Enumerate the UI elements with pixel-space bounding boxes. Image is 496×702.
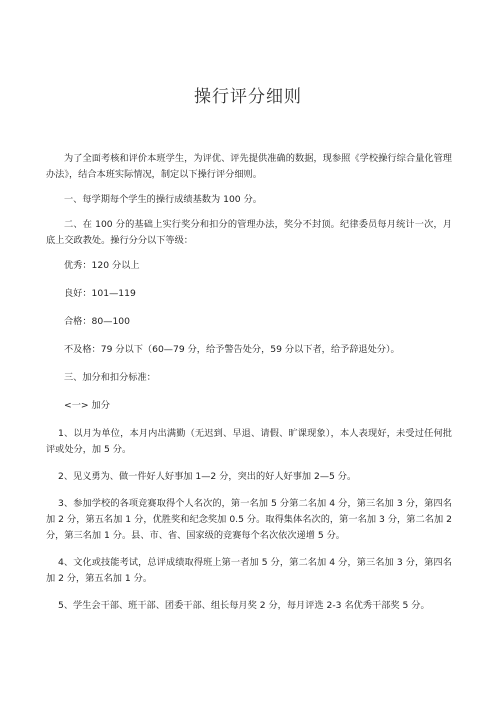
bonus-heading: <一> 加分 bbox=[64, 400, 110, 411]
rule-1-paragraph: 一、每学期每个学生的操行成绩基数为 100 分。 bbox=[64, 194, 262, 205]
bonus-item-2: 2、见义勇为、做一件好人好事加 1—2 分，突出的好人好事加 2—5 分。 bbox=[58, 471, 357, 482]
rule-3-heading: 三、加分和扣分标准： bbox=[64, 372, 156, 383]
rule-2-paragraph: 二、在 100 分的基础上实行奖分和扣分的管理办法，奖分不封顶。纪律委员每月统计一次，月底上交政教处。操行分分以下等级： bbox=[46, 219, 452, 246]
grade-excellent: 优秀：120 分以上 bbox=[64, 260, 140, 271]
grade-pass: 合格：80—100 bbox=[64, 316, 130, 327]
document-body bbox=[46, 151, 452, 625]
grade-fail: 不及格：79 分以下（60—79 分，给予警告处分，59 分以下者，给予辞退处分）。 bbox=[64, 344, 400, 355]
document-title: 操行评分细则 bbox=[194, 87, 302, 107]
bonus-item-4: 4、文化或技能考试，总评成绩取得班上第一者加 5 分，第二名加 4 分，第三名加 3 分，第四名加 2 分，第五名加 1 分。 bbox=[46, 557, 452, 584]
bonus-item-1: 1、以月为单位，本月内出满勤（无迟到、早退、请假、旷课现象），本人表现好，未受过任何批评或处分，加 5 分。 bbox=[46, 428, 452, 455]
intro-paragraph: 为了全面考核和评价本班学生，为评优、评先提供准确的数据，现参照《学校操行综合量化管理办法》，结合本班实际情况，制定以下操行评分细则。 bbox=[46, 153, 452, 180]
bonus-item-5: 5、学生会干部、班干部、团委干部、组长每月奖 2 分，每月评选 2-3 名优秀干部奖 5 分。 bbox=[58, 600, 430, 611]
bonus-item-3: 3、参加学校的各项竞赛取得个人名次的，第一名加 5 分第二名加 4 分，第三名加 3 分，第四名加 2 分，第五名加 1 分，优胜奖和纪念奖加 0.5 分。取得集体名次的，第一名加 3 分，第二名加 2 分，第三名加 1 分。县、市、省、国家级的竞赛每个名次依次递增 5 分。 bbox=[46, 498, 452, 541]
grade-good: 良好：101—119 bbox=[64, 288, 136, 299]
